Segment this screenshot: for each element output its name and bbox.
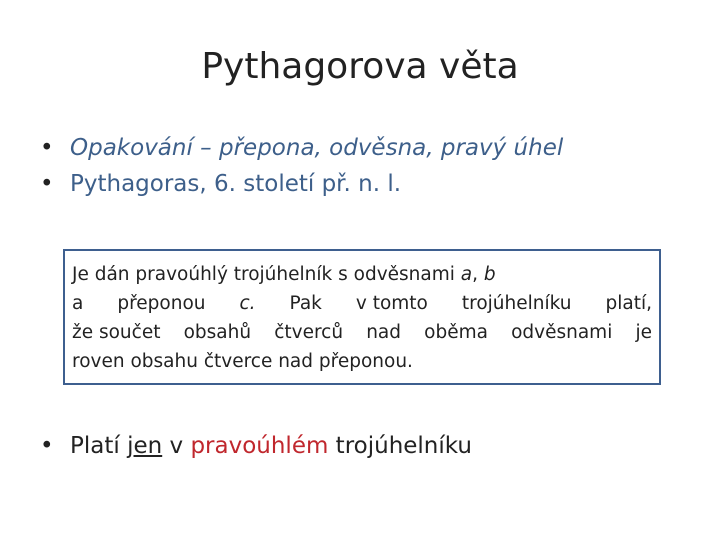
theorem-word: Pak <box>289 293 322 314</box>
bullet-text-review: Opakování – přepona, odvěsna, pravý úhel <box>70 135 564 161</box>
theorem-word: trojúhelníku <box>461 293 572 314</box>
variable-b: b <box>483 264 496 285</box>
bullet-row-restriction <box>40 428 700 464</box>
text-jen-underlined: jen <box>127 433 163 459</box>
theorem-word: oběma <box>424 322 488 343</box>
theorem-line-1 <box>72 260 652 289</box>
slide-title: Pythagorova věta <box>201 46 519 87</box>
theorem-word: čtverců <box>274 322 344 343</box>
theorem-line-2 <box>72 289 652 318</box>
bullet-text-pythagoras: Pythagoras, 6. století př. n. l. <box>70 171 402 197</box>
bullet-marker: • <box>40 171 54 197</box>
theorem-comma: , <box>472 264 484 285</box>
theorem-word: je <box>635 322 652 343</box>
bullet-item-review <box>40 130 700 166</box>
variable-a: a <box>460 264 473 285</box>
bullet-list <box>40 130 700 202</box>
theorem-word: obsahů <box>183 322 252 343</box>
theorem-line-3 <box>72 318 652 347</box>
theorem-word: v tomto <box>355 293 428 314</box>
bullet-marker: • <box>40 135 54 161</box>
text-plati: Platí <box>70 433 128 459</box>
theorem-word: přeponou <box>117 293 206 314</box>
bullet-text-restriction <box>70 428 472 464</box>
text-pravouhlem-red: pravoúhlém <box>190 433 329 459</box>
theorem-box <box>63 249 661 385</box>
theorem-word: a <box>72 293 84 314</box>
theorem-word: nad <box>366 322 402 343</box>
theorem-line-4: roven obsahu čtverce nad přeponou. <box>72 351 413 372</box>
text-v: v <box>162 433 191 459</box>
text-trojuhelniku: trojúhelníku <box>328 433 472 459</box>
bullet-item-restriction <box>40 428 700 464</box>
theorem-word: že součet <box>72 322 161 343</box>
theorem-word: platí, <box>605 293 652 314</box>
theorem-text: Je dán pravoúhlý trojúhelník s odvěsnami <box>72 264 461 285</box>
variable-c: c. <box>239 293 256 314</box>
theorem-word: odvěsnami <box>511 322 613 343</box>
bullet-marker: • <box>40 433 54 459</box>
bullet-item-pythagoras <box>40 166 700 202</box>
